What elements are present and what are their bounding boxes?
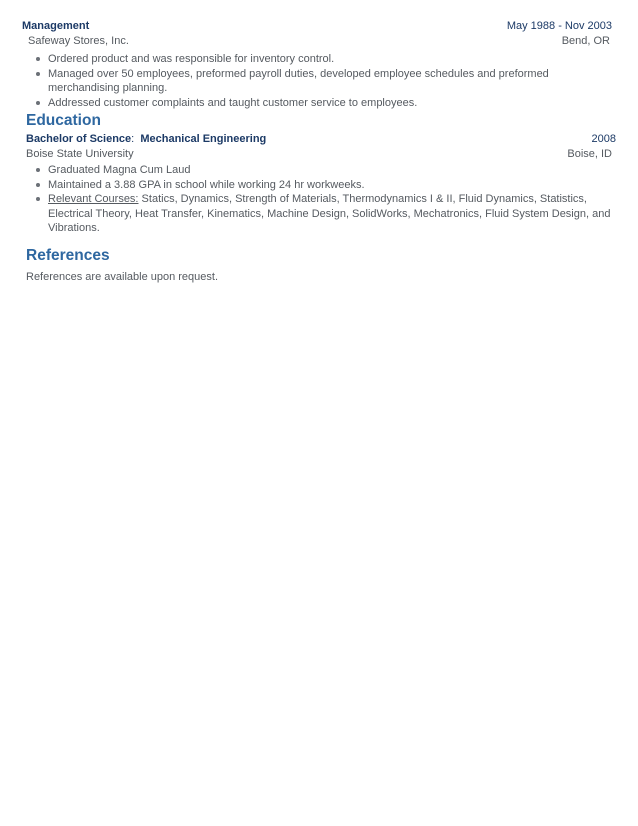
company-name: Safeway Stores, Inc. [28, 35, 129, 47]
job-location: Bend, OR [561, 35, 610, 47]
references-heading: References [26, 247, 110, 264]
degree-name: Bachelor of Science [26, 133, 132, 145]
job-title: Management [22, 20, 90, 32]
list-item: Addressed customer complaints and taught customer service to employees. [36, 96, 616, 111]
list-item: Ordered product and was responsible for inventory control. [36, 52, 616, 67]
bullet-icon [36, 101, 40, 105]
school-location: Boise, ID [567, 148, 612, 160]
list-item: Maintained a 3.88 GPA in school while working 24 hr workweeks. [36, 178, 616, 193]
education-heading: Education [26, 112, 101, 129]
references-text: References are available upon request. [26, 271, 219, 283]
bullet-icon [36, 168, 40, 172]
degree-line [26, 132, 266, 146]
degree-separator: : [131, 133, 135, 145]
list-item: Managed over 50 employees, preformed payroll duties, developed employee schedules and preformed merchandising planning. [36, 67, 616, 96]
courses-label: Relevant Courses: [48, 193, 139, 206]
graduation-year: 2008 [591, 133, 616, 145]
courses-text: Statics, Dynamics, Strength of Materials, Thermodynamics I & II, Fluid Dynamics, Statistics, Electrical Theory, Heat Transfer, Kinematics, Machine Design, SolidWorks, Mechatronics, Fluid System Design, and Vibrations. [48, 193, 611, 235]
list-item: Graduated Magna Cum Laud [36, 163, 616, 178]
job-bullets [36, 52, 616, 110]
bullet-icon [36, 57, 40, 61]
degree-major: Mechanical Engineering [140, 133, 267, 145]
school-name: Boise State University [26, 148, 134, 160]
bullet-icon [36, 197, 40, 201]
bullet-icon [36, 183, 40, 187]
education-bullets [36, 163, 616, 236]
bullet-icon [36, 72, 40, 76]
job-dates: May 1988 - Nov 2003 [506, 20, 612, 32]
list-item [36, 192, 616, 236]
